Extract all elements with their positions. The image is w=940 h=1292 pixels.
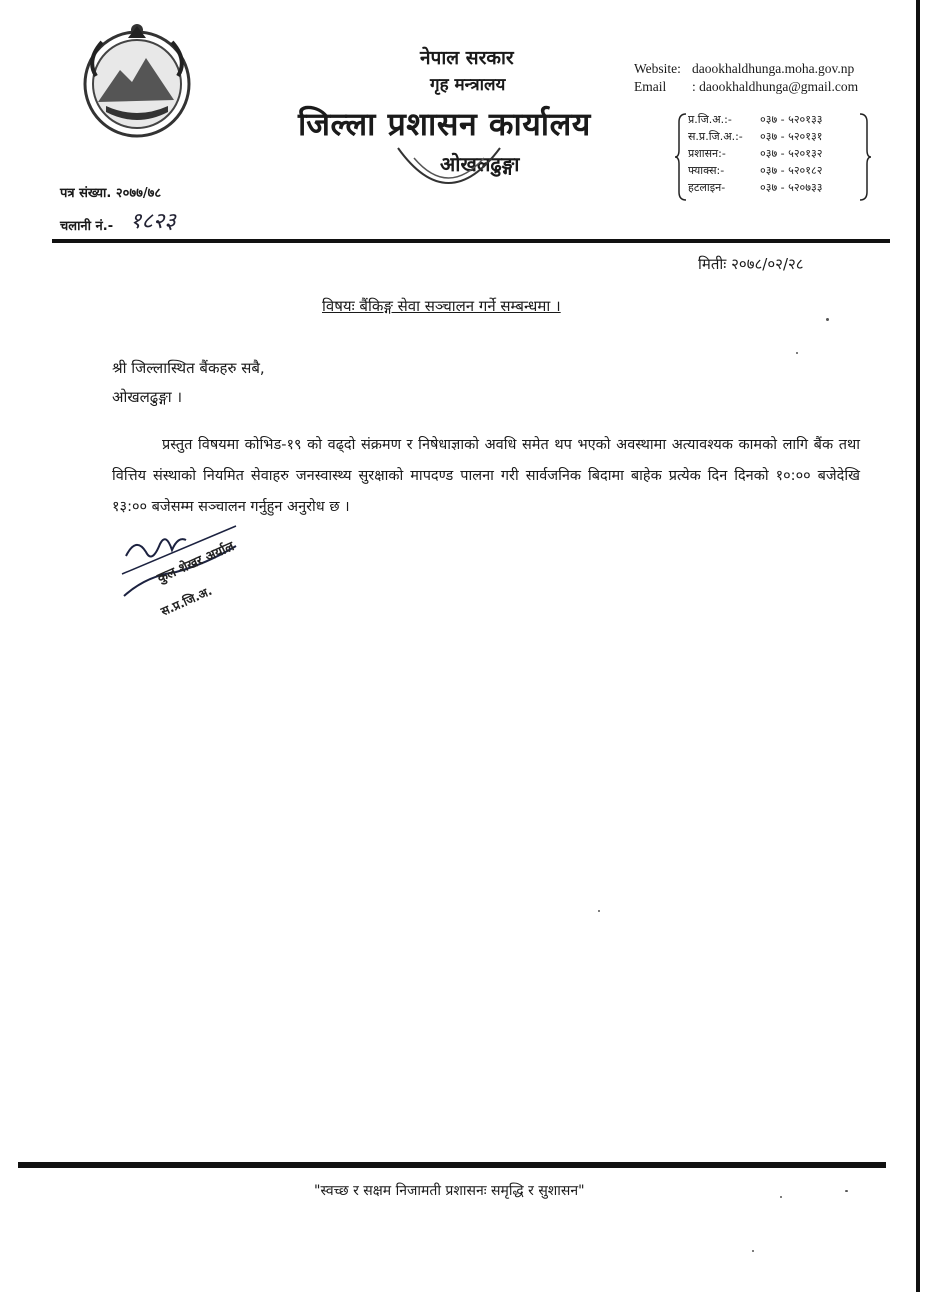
phone-list xyxy=(688,111,822,196)
footer-divider xyxy=(18,1162,886,1168)
addressee-line-2: ओखलढुङ्गा । xyxy=(112,388,183,406)
phone-row: प्र.जि.अ.:- ०३७ - ५२०१३३ xyxy=(688,113,823,126)
left-brace-icon xyxy=(674,112,688,202)
handwritten-signature-icon xyxy=(116,516,276,636)
email-address[interactable]: : daookhaldhunga@gmail.com xyxy=(692,79,859,94)
phone-row: स.प्र.जि.अ.:- ०३७ - ५२०१३१ xyxy=(688,130,823,143)
phone-row: प्रशासन:- ०३७ - ५२०१३२ xyxy=(688,147,823,160)
scan-speck xyxy=(780,1196,782,1198)
phone-row: हटलाइन- ०३७ - ५२०७३३ xyxy=(688,181,823,194)
district-name: ओखलढुङ्गा xyxy=(440,152,520,176)
office-seal-stamp-icon xyxy=(388,128,508,208)
dispatch-label: चलानी नं.- xyxy=(60,219,114,234)
scan-edge xyxy=(916,0,920,1292)
government-name: नेपाल सरकार xyxy=(420,47,514,69)
scan-speck xyxy=(752,1250,754,1252)
phone-row: फ्याक्स:- ०३७ - ५२०१८२ xyxy=(688,164,823,177)
scan-speck xyxy=(845,1190,848,1192)
signatory-name: कुल शेखर अर्याल xyxy=(155,539,237,587)
contact-info xyxy=(634,60,858,96)
office-name: जिल्ला प्रशासन कार्यालय xyxy=(298,105,591,143)
scan-speck xyxy=(796,352,798,354)
nepal-emblem-icon xyxy=(76,20,198,142)
letter-body: प्रस्तुत विषयमा कोभिड-१९ को वढ्दो संक्रमण र निषेधाज्ञाको अवधि समेत थप भएको अवस्थामा अत्यावश्यक कामको लागि बैंक तथा वित्तिय संस्थाको नियमित सेवाहरु जनस्वास्थ्य सुरक्षाको मापदण्ड पालना गरी सार्वजनिक बिदामा बाहेक प्रत्येक दिन दिनको १०:०० बजेदेखि १३:०० बजेसम्म सञ्चालन गर्नुहुन अनुरोध छ । xyxy=(112,437,860,515)
letter-date: मितीः २०७८/०२/२८ xyxy=(698,255,804,273)
letter-number: पत्र संख्या. २०७७/७८ xyxy=(60,186,162,201)
email-label: Email xyxy=(634,79,667,94)
addressee-line-1: श्री जिल्लास्थित बैंकहरु सबै, xyxy=(112,359,265,377)
scan-speck xyxy=(826,318,829,321)
website-label: Website: xyxy=(634,61,681,76)
subject-line: विषयः बैंकिङ्ग सेवा सञ्चालन गर्ने सम्बन्धमा । xyxy=(322,297,561,315)
dispatch-number-handwritten: १८२३ xyxy=(130,209,176,234)
signatory-title: स.प्र.जि.अ. xyxy=(158,583,215,619)
footer-motto: "स्वच्छ र सक्षम निजामती प्रशासनः समृद्धि र सुशासन" xyxy=(314,1183,585,1199)
ministry-name: गृह मन्त्रालय xyxy=(430,75,506,95)
header-divider xyxy=(52,239,890,243)
right-brace-icon xyxy=(858,112,872,202)
website-url[interactable]: daookhaldhunga.moha.gov.np xyxy=(692,61,855,76)
scan-speck xyxy=(598,910,600,912)
